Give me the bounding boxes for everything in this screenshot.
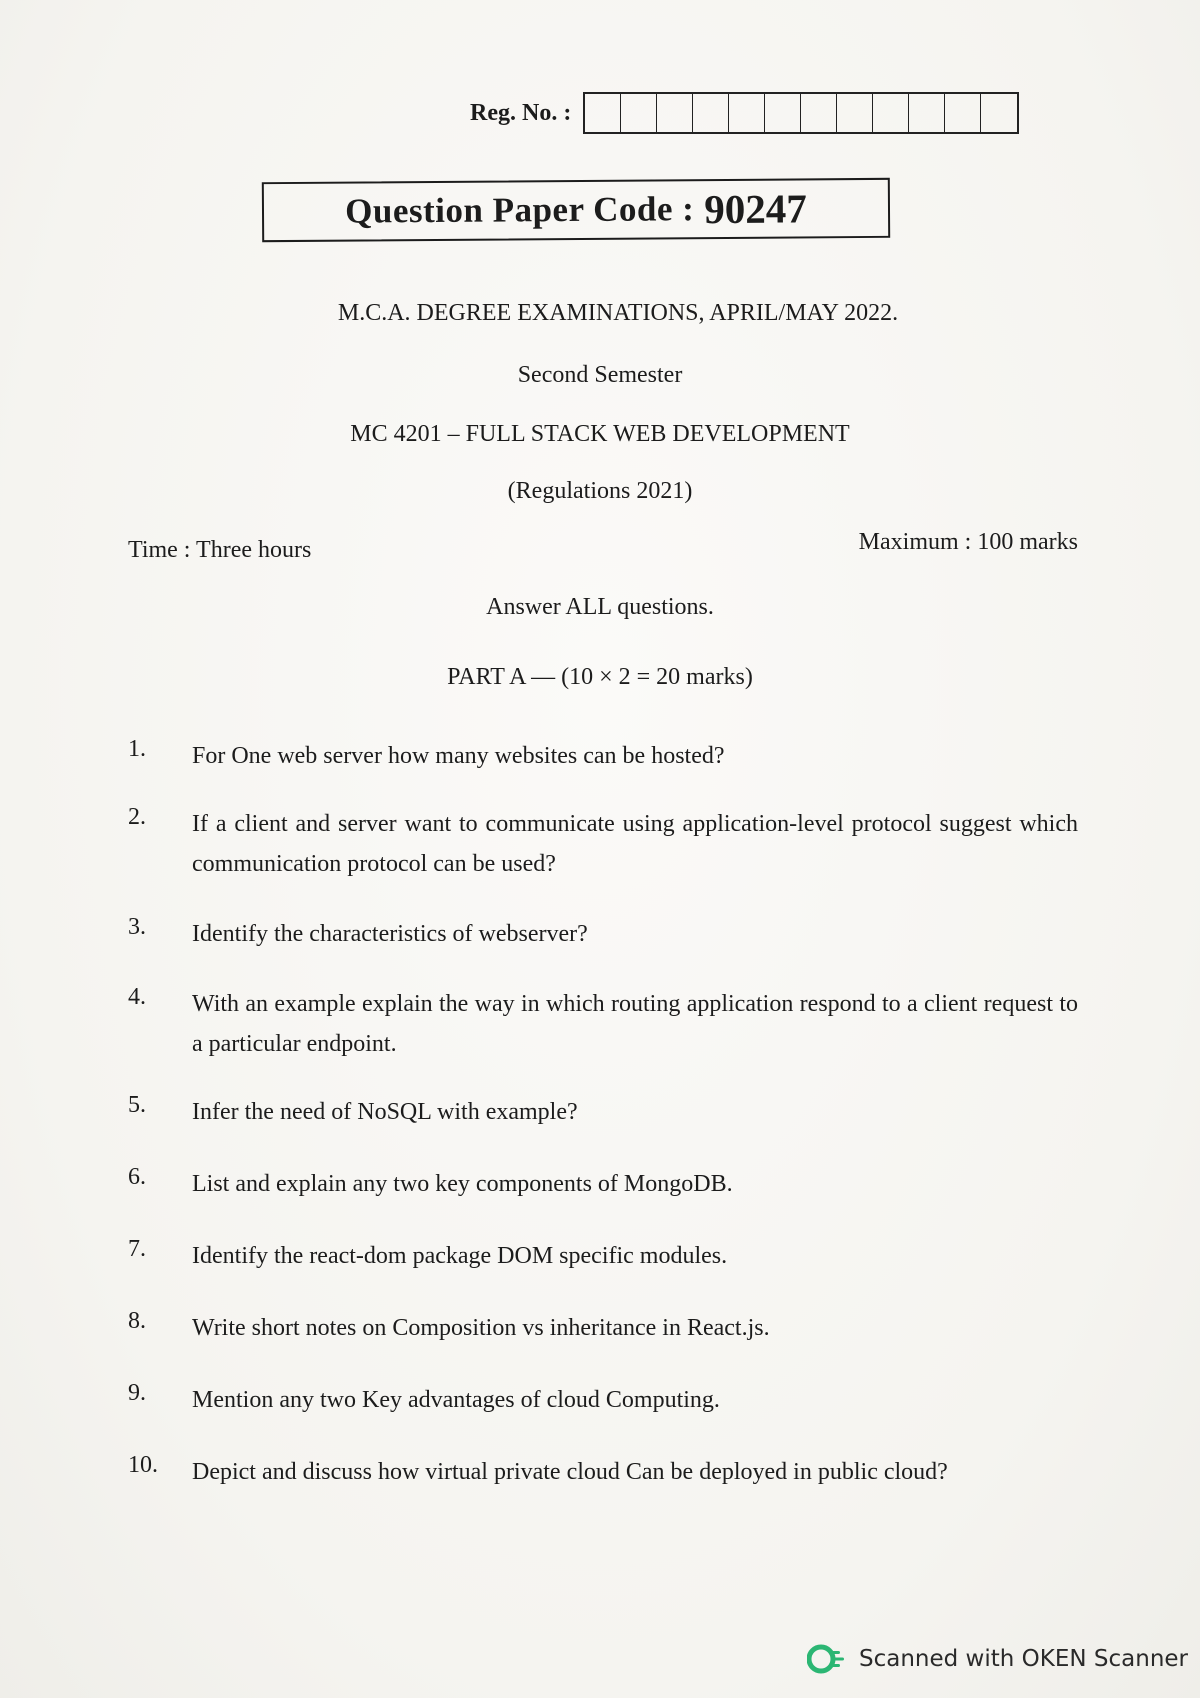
oken-scanner-logo-icon: [807, 1643, 847, 1675]
question-text: For One web server how many websites can be hosted?: [192, 743, 725, 769]
reg-digit-box: [729, 94, 765, 132]
reg-digit-box: [765, 94, 801, 132]
regulations: (Regulations 2021): [507, 478, 693, 504]
question-item: [128, 1092, 1078, 1132]
question-text: Identify the characteristics of webserver?: [192, 921, 588, 947]
reg-digit-box: [837, 94, 873, 132]
question-number: 1.: [128, 736, 146, 762]
question-item: [128, 1164, 1078, 1204]
question-number: 2.: [128, 804, 146, 830]
semester: Second Semester: [517, 362, 683, 388]
reg-digit-box: [945, 94, 981, 132]
question-number: 5.: [128, 1092, 146, 1118]
instructions: Answer ALL questions.: [486, 594, 714, 620]
reg-digit-box: [693, 94, 729, 132]
question-text: If a client and server want to communicate using application-level protocol suggest which communication protocol can be used?: [192, 811, 1078, 877]
paper-code-value: 90247: [704, 185, 807, 233]
reg-digit-box: [981, 94, 1017, 132]
paper-code-label: Question Paper Code :: [345, 189, 695, 231]
reg-digit-box: [585, 94, 621, 132]
part-a-heading: PART A — (10 × 2 = 20 marks): [447, 664, 753, 690]
question-number: 7.: [128, 1236, 146, 1262]
subject-title: MC 4201 – FULL STACK WEB DEVELOPMENT: [350, 421, 850, 447]
question-text: Mention any two Key advantages of cloud Computing.: [192, 1387, 720, 1413]
question-number: 9.: [128, 1380, 146, 1406]
question-text: With an example explain the way in which routing application respond to a client request to a particular endpoint.: [192, 991, 1078, 1057]
question-number: 6.: [128, 1164, 146, 1190]
question-item: [128, 1380, 1078, 1420]
question-paper-code-box: [262, 178, 890, 242]
reg-number-row: [470, 92, 1019, 134]
reg-digit-box: [873, 94, 909, 132]
question-item: [128, 984, 1078, 1064]
question-number: 4.: [128, 984, 146, 1010]
time-duration: Time : Three hours: [128, 537, 312, 563]
reg-digit-box: [621, 94, 657, 132]
question-text: Depict and discuss how virtual private cloud Can be deployed in public cloud?: [192, 1459, 948, 1485]
question-text: Infer the need of NoSQL with example?: [192, 1099, 578, 1125]
question-item: [128, 1452, 1078, 1492]
reg-digit-box: [801, 94, 837, 132]
question-number: 8.: [128, 1308, 146, 1334]
question-text: List and explain any two key components of MongoDB.: [192, 1171, 733, 1197]
question-item: [128, 1236, 1078, 1276]
reg-digit-box: [909, 94, 945, 132]
maximum-marks: Maximum : 100 marks: [858, 529, 1078, 555]
reg-digit-box: [657, 94, 693, 132]
question-item: [128, 804, 1078, 884]
scanner-watermark-text: Scanned with OKEN Scanner: [859, 1646, 1188, 1672]
question-number: 3.: [128, 914, 146, 940]
reg-number-label: Reg. No. :: [470, 99, 572, 126]
question-item: [128, 736, 1078, 776]
exam-title: M.C.A. DEGREE EXAMINATIONS, APRIL/MAY 2022.: [337, 300, 899, 326]
question-text: Write short notes on Composition vs inheritance in React.js.: [192, 1315, 770, 1341]
question-item: [128, 914, 1078, 954]
question-text: Identify the react-dom package DOM specific modules.: [192, 1243, 728, 1269]
question-number: 10.: [128, 1452, 158, 1478]
scanner-watermark: [807, 1643, 1188, 1675]
reg-number-boxes: [583, 92, 1019, 134]
question-item: [128, 1308, 1078, 1348]
